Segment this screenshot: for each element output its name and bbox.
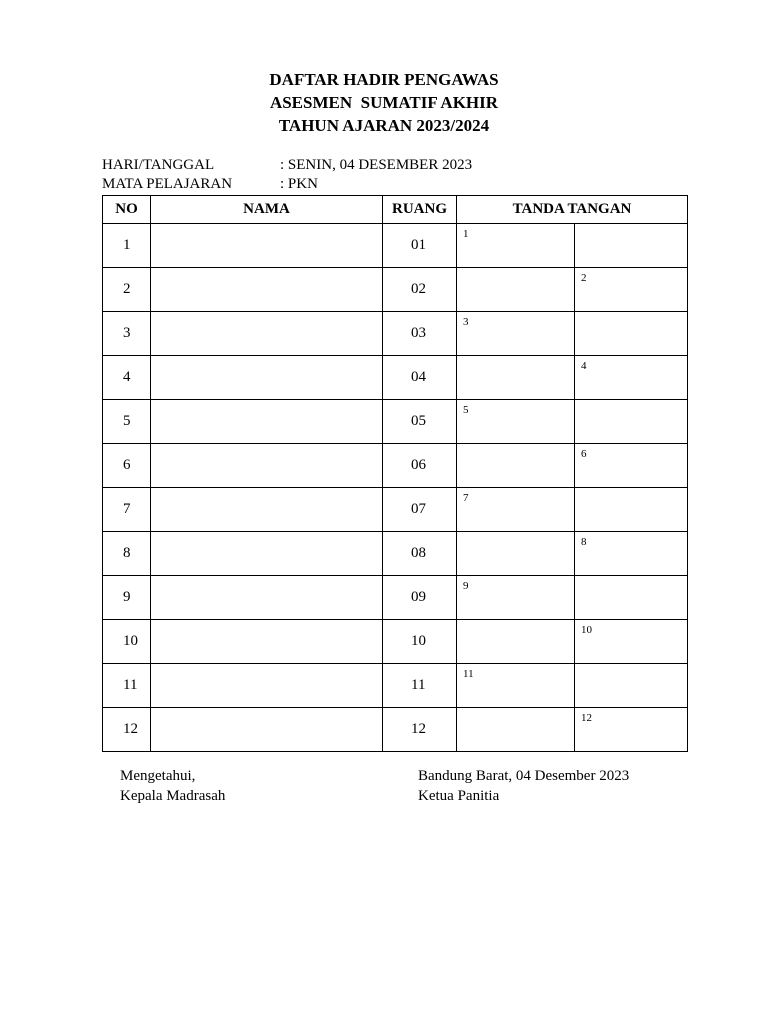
row-nama-field[interactable] (151, 268, 383, 312)
table-row (103, 268, 688, 312)
row-signature-right[interactable] (575, 532, 688, 576)
row-ruang: 05 (383, 400, 457, 444)
row-signature-left[interactable] (457, 576, 575, 620)
row-nama-field[interactable] (151, 532, 383, 576)
row-nama-field[interactable] (151, 620, 383, 664)
row-ruang: 10 (383, 620, 457, 664)
title-line-1: DAFTAR HADIR PENGAWAS (269, 70, 499, 89)
meta-date-label: HARI/TANGGAL (102, 157, 215, 173)
row-nama-field[interactable] (151, 224, 383, 268)
table-row (103, 664, 688, 708)
row-signature-left[interactable] (457, 488, 575, 532)
row-nama-field[interactable] (151, 708, 383, 752)
header-ruang: RUANG (383, 196, 457, 224)
signature-number: 11 (463, 668, 474, 680)
signature-number: 2 (581, 272, 587, 284)
title-line-3: TAHUN AJARAN 2023/2024 (278, 116, 490, 135)
meta-date-value: : SENIN, 04 DESEMBER 2023 (280, 157, 473, 173)
row-ruang: 02 (383, 268, 457, 312)
row-ruang: 06 (383, 444, 457, 488)
meta-subject-value: : PKN (280, 176, 318, 192)
row-signature-left[interactable] (457, 532, 575, 576)
row-ruang: 03 (383, 312, 457, 356)
row-nama-field[interactable] (151, 312, 383, 356)
row-no: 4 (103, 356, 151, 400)
row-signature-right[interactable] (575, 708, 688, 752)
row-ruang: 09 (383, 576, 457, 620)
row-no: 11 (103, 664, 151, 708)
table-body (103, 224, 688, 752)
header-tanda-tangan: TANDA TANGAN (457, 196, 688, 224)
row-nama-field[interactable] (151, 664, 383, 708)
row-no: 5 (103, 400, 151, 444)
title-line-2: ASESMEN SUMATIF AKHIR (269, 93, 499, 112)
table-row (103, 400, 688, 444)
row-no: 6 (103, 444, 151, 488)
table-row (103, 224, 688, 268)
table-row (103, 356, 688, 400)
row-ruang: 12 (383, 708, 457, 752)
signature-number: 8 (581, 536, 587, 548)
footer-right (418, 766, 629, 806)
row-signature-left[interactable] (457, 268, 575, 312)
table-row (103, 312, 688, 356)
row-signature-right[interactable] (575, 444, 688, 488)
row-ruang: 07 (383, 488, 457, 532)
footer-committee-chair: Ketua Panitia (418, 788, 500, 804)
row-signature-right[interactable] (575, 312, 688, 356)
signature-number: 3 (463, 316, 469, 328)
row-signature-left[interactable] (457, 224, 575, 268)
footer-left (120, 766, 225, 806)
row-signature-right[interactable] (575, 356, 688, 400)
row-signature-left[interactable] (457, 312, 575, 356)
row-signature-right[interactable] (575, 488, 688, 532)
row-ruang: 01 (383, 224, 457, 268)
signature-number: 12 (581, 712, 592, 724)
document-meta (102, 156, 472, 194)
document-title (0, 68, 768, 137)
table-header-row (103, 196, 688, 224)
row-ruang: 11 (383, 664, 457, 708)
table-row (103, 444, 688, 488)
signature-number: 7 (463, 492, 469, 504)
table-row (103, 488, 688, 532)
row-signature-left[interactable] (457, 620, 575, 664)
row-no: 1 (103, 224, 151, 268)
header-no: NO (103, 196, 151, 224)
row-signature-right[interactable] (575, 400, 688, 444)
meta-subject-label: MATA PELAJARAN (102, 176, 233, 192)
row-signature-right[interactable] (575, 664, 688, 708)
row-no: 9 (103, 576, 151, 620)
row-ruang: 08 (383, 532, 457, 576)
meta-subject-row (102, 175, 472, 194)
table-row (103, 532, 688, 576)
row-nama-field[interactable] (151, 488, 383, 532)
signature-number: 6 (581, 448, 587, 460)
table-row (103, 576, 688, 620)
row-nama-field[interactable] (151, 576, 383, 620)
signature-number: 1 (463, 228, 469, 240)
attendance-table (102, 195, 688, 752)
table-row (103, 708, 688, 752)
row-no: 2 (103, 268, 151, 312)
row-ruang: 04 (383, 356, 457, 400)
table-row (103, 620, 688, 664)
row-no: 7 (103, 488, 151, 532)
row-signature-left[interactable] (457, 444, 575, 488)
row-signature-left[interactable] (457, 356, 575, 400)
row-signature-left[interactable] (457, 664, 575, 708)
row-signature-right[interactable] (575, 224, 688, 268)
row-signature-right[interactable] (575, 576, 688, 620)
row-no: 10 (103, 620, 151, 664)
row-nama-field[interactable] (151, 400, 383, 444)
signature-number: 5 (463, 404, 469, 416)
row-nama-field[interactable] (151, 444, 383, 488)
row-no: 8 (103, 532, 151, 576)
signature-number: 10 (581, 624, 592, 636)
header-nama: NAMA (151, 196, 383, 224)
signature-number: 4 (581, 360, 587, 372)
row-signature-left[interactable] (457, 400, 575, 444)
footer-acknowledged: Mengetahui, (120, 768, 196, 784)
footer-headmaster: Kepala Madrasah (120, 788, 226, 804)
meta-date-row (102, 156, 472, 175)
row-signature-right[interactable] (575, 620, 688, 664)
row-nama-field[interactable] (151, 356, 383, 400)
row-no: 12 (103, 708, 151, 752)
row-no: 3 (103, 312, 151, 356)
signature-number: 9 (463, 580, 469, 592)
row-signature-left[interactable] (457, 708, 575, 752)
row-signature-right[interactable] (575, 268, 688, 312)
footer-place-date: Bandung Barat, 04 Desember 2023 (418, 768, 630, 784)
